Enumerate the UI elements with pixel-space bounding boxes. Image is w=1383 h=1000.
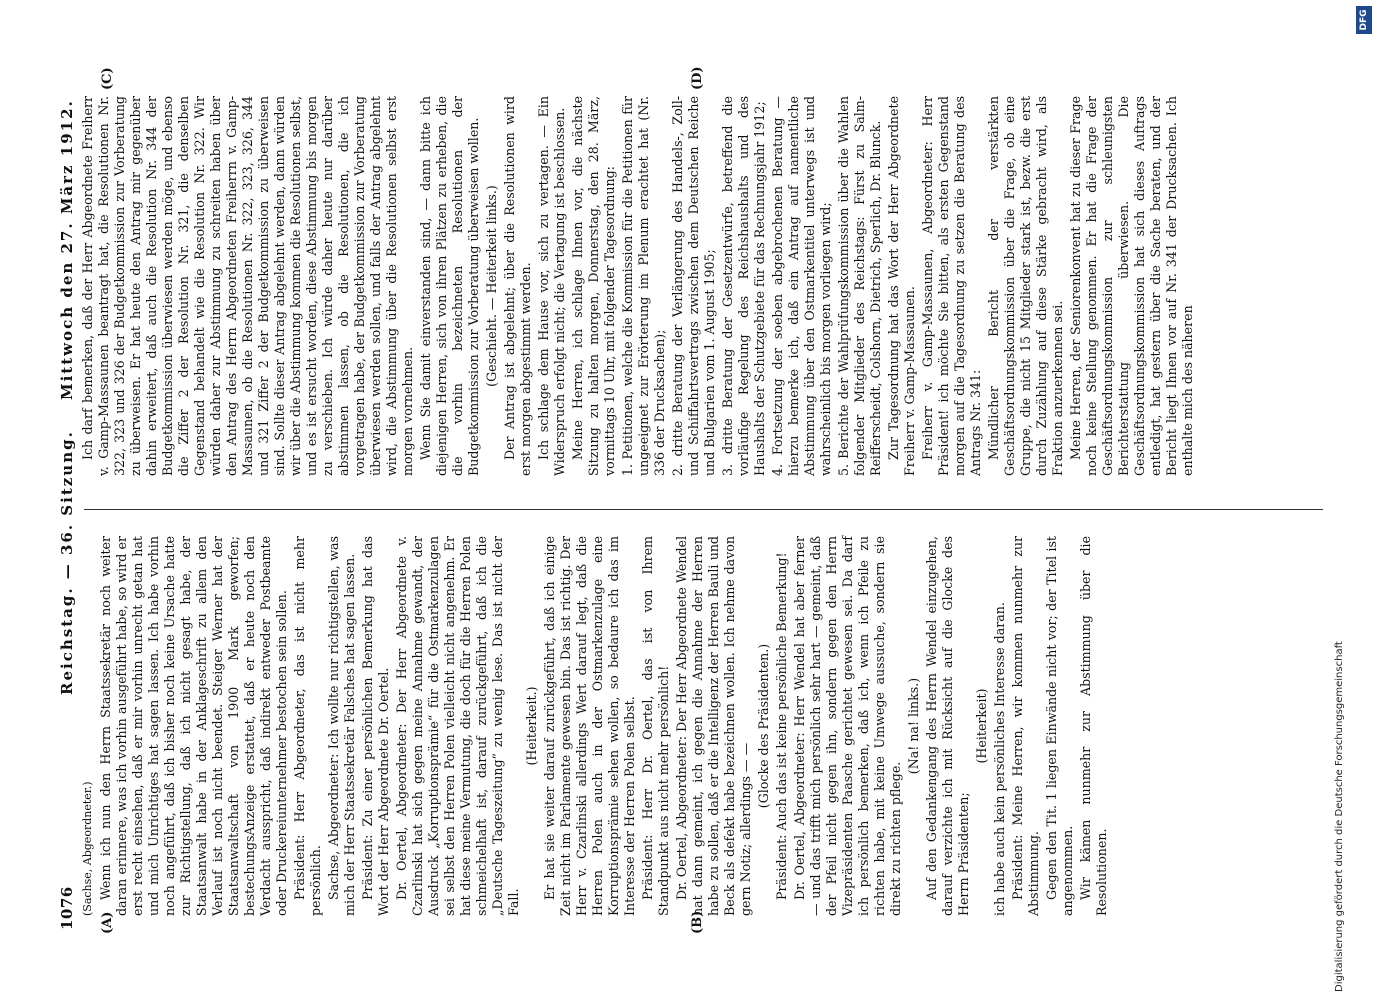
paragraph: ich habe auch kein persönliches Interesse daran. <box>992 602 1007 916</box>
running-title-left: Reichstag. — 36. Sitzung. <box>58 430 76 695</box>
paragraph: Präsident: Auch das ist keine persönliche Bemerkung! <box>774 552 789 900</box>
paragraph: Der Antrag ist abgelehnt; über die Resolutionen wird erst morgen abgestimmt werden. <box>502 96 533 476</box>
paragraph: Dr. Oertel, Abgeordneter: Der Herr Abgeordnete Wendel hat dann gemeint, ich gegen die Annahme der Herren habe zu sollen, daß er die Intelligenz der Herren Bauli und Beck als defekt habe bezeichnen wollen. Ich nehme davon gern Notiz; allerdings — — <box>674 536 753 916</box>
interjection: (Heiterkeit) <box>974 688 989 764</box>
interjection: (Glocke des Präsidenten.) <box>756 643 771 809</box>
paragraph: Wenn Sie damit einverstanden sind, — dann bitte ich diejenigen Herren, sich von ihren Plätzen zu erheben, die die vorhin bezeichneten Resolutionen der Budgetkommission zur Vorberatung überweisen wollen. <box>418 96 481 476</box>
paragraph: Meine Herren, ich schlage Ihnen vor, die nächste Sitzung zu halten morgen, Donnerstag, den 28. März, vormittags 10 Uhr, mit folgender Tagesordnung: <box>570 96 617 476</box>
agenda-item-1: 1. Petitionen, welche die Kommission für die Petitionen für ungeeignet zur Erörterung im Plenum erachtet hat (Nr. 336 der Drucksachen); <box>620 96 667 476</box>
digitization-credit: Digitalisierung gefördert durch die Deutsche Forschungsgemeinschaft <box>1333 641 1345 992</box>
paragraph: Präsident: Herr Dr. Oertel, das ist von Ihrem Standpunkt aus nicht mehr persönlich! <box>640 536 671 916</box>
paragraph: Zur Tagesordnung hat das Wort der Herr Abgeordnete Freiherr v. Gamp-Massaunen. <box>886 96 917 476</box>
running-title-right: Mittwoch den 27. März 1912. <box>58 99 76 400</box>
marker-a: (A) <box>100 911 115 934</box>
dfg-logo: DFG <box>1356 6 1372 34</box>
agenda-item-4: 4. Fortsetzung der soeben abgebrochenen Beratung — hierzu bemerke ich, daß ein Antrag auf namentliche Abstimmung über den Ostmarkentitel unterwegs ist und wahrscheinlich bis morgen vorliegen wird; <box>770 96 833 476</box>
interjection: (Geschieht. — Heiterkeit links.) <box>484 185 499 387</box>
paragraph: Präsident: Zu einer persönlichen Bemerkung hat das Wort der Herr Abgeordnete Dr. Oertel. <box>360 536 391 916</box>
page-number: 1076 <box>58 886 76 930</box>
marker-b: (B) <box>690 910 705 934</box>
speaker-note: (Sachse, Abgeordneter.) <box>81 781 94 916</box>
paragraph: Wir kämen nunmehr zur Abstimmung über die Resolutionen. <box>1078 536 1109 916</box>
page-header <box>54 70 80 930</box>
column-left <box>80 536 1323 916</box>
paragraph: Sachse, Abgeordneter: Ich wollte nur richtigstellen, was mich der Herr Staatssekretär Falsches hat sagen lassen. <box>326 536 357 916</box>
paragraph: Er hat sie weiter darauf zurückgeführt, daß ich einige Zeit nicht im Parlamente gewesen bin. Das ist richtig. Der Herr v. Czarlinski allerdings Wert darauf legt, daß die Herren Polen auch in der Ostmarkenzulage eine Korruptionsprämie sehen wollen, so bedaure ich das im Interesse der Herren Polen selbst. <box>542 536 637 916</box>
agenda-item-2: 2. dritte Beratung der Verlängerung des Handels-, Zoll- und Schiffahrtsvertrags zwischen dem Deutschen Reiche und Bulgarien vom 1. August 1905; <box>670 96 717 476</box>
paragraph: Auf den Gedankengang des Herrn Wendel einzugehen, darauf verzichte ich mit Rücksicht auf die Glocke des Herrn Präsidenten; <box>924 536 971 916</box>
marker-d: (D) <box>690 66 705 90</box>
interjection: (Heiterkeit.) <box>524 686 539 766</box>
paragraph: Gegen den Tit. 1 liegen Einwände nicht vor; der Titel ist angenommen. <box>1044 536 1075 916</box>
paragraph: Dr. Oertel, Abgeordneter: Herr Wendel hat aber ferner — und das trifft mich persönlich sehr hart — gemeint, daß der Pfeil nicht gegen ihn, sondern gegen den Herrn Vizepräsidenten Paasche gerichtet gewesen sei. Da darf ich persönlich bemerken, daß ich, wenn ich Pfeile zu richten habe, mit keine Umwege aussuche, sondern sie direkt zu richten pflege. <box>792 536 903 916</box>
agenda-item-3: 3. dritte Beratung der Gesetzentwürfe, betreffend die vorläufige Regelung des Reichshaushalts und des Haushalts der Schutzgebiete für das Rechnungsjahr 1912; <box>720 96 767 476</box>
paragraph: Freiherr v. Gamp-Massaunen, Abgeordneter: Herr Präsident! ich möchte Sie bitten, als ersten Gegenstand morgen auf die Tagesordnung zu setzen die Beratung des Antrags Nr. 341: <box>920 96 983 476</box>
agenda-item-5: 5. Berichte der Wahlprüfungskommission über die Wahlen folgender Mitglieder des Reichstags: Fürst zu Salm-Reifferscheidt, Colshorn, Dietrich, Sperlich, Dr. Blunck. <box>836 96 883 476</box>
paragraph: Meine Herren, der Seniorenkonvent hat zu dieser Frage noch keine Stellung genommen. Er hat die Frage der Geschäftsordnungskommission zur schleunigsten Berichterstattung überwiesen. Die Geschäftsordnungskommission hat sich dieses Auftrags entledigt, hat gestern über die Sache beraten, und der Bericht liegt Ihnen vor auf Nr. 341 der Drucksachen. Ich enthalte mich des näheren <box>1068 96 1195 476</box>
interjection: (Na! na! links.) <box>906 677 921 775</box>
paragraph: Wenn ich nun den Herrn Staatssekretär noch weiter daran erinnere, was ich vorhin ausgeführt habe, so wird er erst recht einsehen, daß er mir vorhin unrecht getan hat und mich Unrichtiges hat sagen lassen. Ich habe vorhin noch angeführt, daß ich bisher noch keine Ursache hatte zur Richtigstellung, daß ich nicht gesagt habe, der Staatsanwalt habe in der Anklageschrift zu allem den Verlauf ist noch nicht beendet. Steiger Werner hat der Staatsanwaltschaft von 1900 Mark geworfen; bestechungsAnzeige erstattet, daß er heute noch den Verdacht ausspricht, daß indirekt entweder Postbeamte oder Druckereiunternehmer bestochen sein sollen. <box>98 536 289 916</box>
column-right <box>80 96 1323 476</box>
column-divider <box>84 509 1323 510</box>
paragraph: Dr. Oertel, Abgeordneter: Der Herr Abgeordnete v. Czarlinski hat sich gegen meine Annahme gewandt, der Ausdruck „Korruptionsprämie“ für die Ostmarkenzulagen sei selbst den Herren Polen vielleicht nicht angenehm. Er hat diese meine Vermutung, die doch für die Herren Polen schmeichelhaft ist, darauf zurückgeführt, daß ich die „Deutsche Tageszeitung“ zu wenig lese. Das ist nicht der Fall. <box>394 536 521 916</box>
paragraph: Ich darf bemerken, daß der Herr Abgeordnete Freiherr v. Gamp-Massaunen beantragt hat, die Resolutionen Nr. 322, 323 und 326 der Budgetkommission zur Vorberatung zu überweisen. Er hat heute den Antrag mir gegenüber dahin erweitert, daß auch die Resolution Nr. 344 der Budgetkommission überwiesen werden möge, und ebenso die Ziffer 2 der Resolution Nr. 321, die denselben Gegenstand behandelt wie die Resolution Nr. 322. Wir würden daher zur Abstimmung zu schreiten haben über den Antrag des Herrn Abgeordneten Freiherrn v. Gamp-Massaunen, ob die Resolutionen Nr. 322, 323, 326, 344 und 321 Ziffer 2 der Budgetkommission zu überweisen sind. Sollte dieser Antrag abgelehnt werden, dann würden wir über die Abstimmung kommen die Resolutionen selbst, und es ist ersucht worden, diese Abstimmung bis morgen zu verschieben. Ich würde daher heute nur darüber abstimmen lassen, ob die Resolutionen, die ich vorgetragen habe, der Budgetkommission zur Vorberatung überwiesen werden sollen, und falls der Antrag abgelehnt wird, die Abstimmung über die Resolutionen selbst erst morgen vornehmen. <box>80 96 415 476</box>
motion-text: Mündlicher Bericht der verstärkten Geschäftsordnungskommission über die Frage, ob eine Gruppe, die nicht 15 Mitglieder stark ist, bezw. die erst durch Zuzählung auf diese Stärke gebracht wird, als Fraktion anzuerkennen sei. <box>986 96 1065 476</box>
paragraph: Präsident: Herr Abgeordneter, das ist nicht mehr persönlich. <box>292 536 323 916</box>
paragraph: Präsident: Meine Herren, wir kommen nunmehr zur Abstimmung. <box>1010 536 1041 916</box>
paragraph: Ich schlage dem Hause vor, sich zu vertagen. — Ein Widerspruch erfolgt nicht; die Vertagung ist beschlossen. <box>536 96 567 476</box>
marker-c: (C) <box>100 67 115 90</box>
